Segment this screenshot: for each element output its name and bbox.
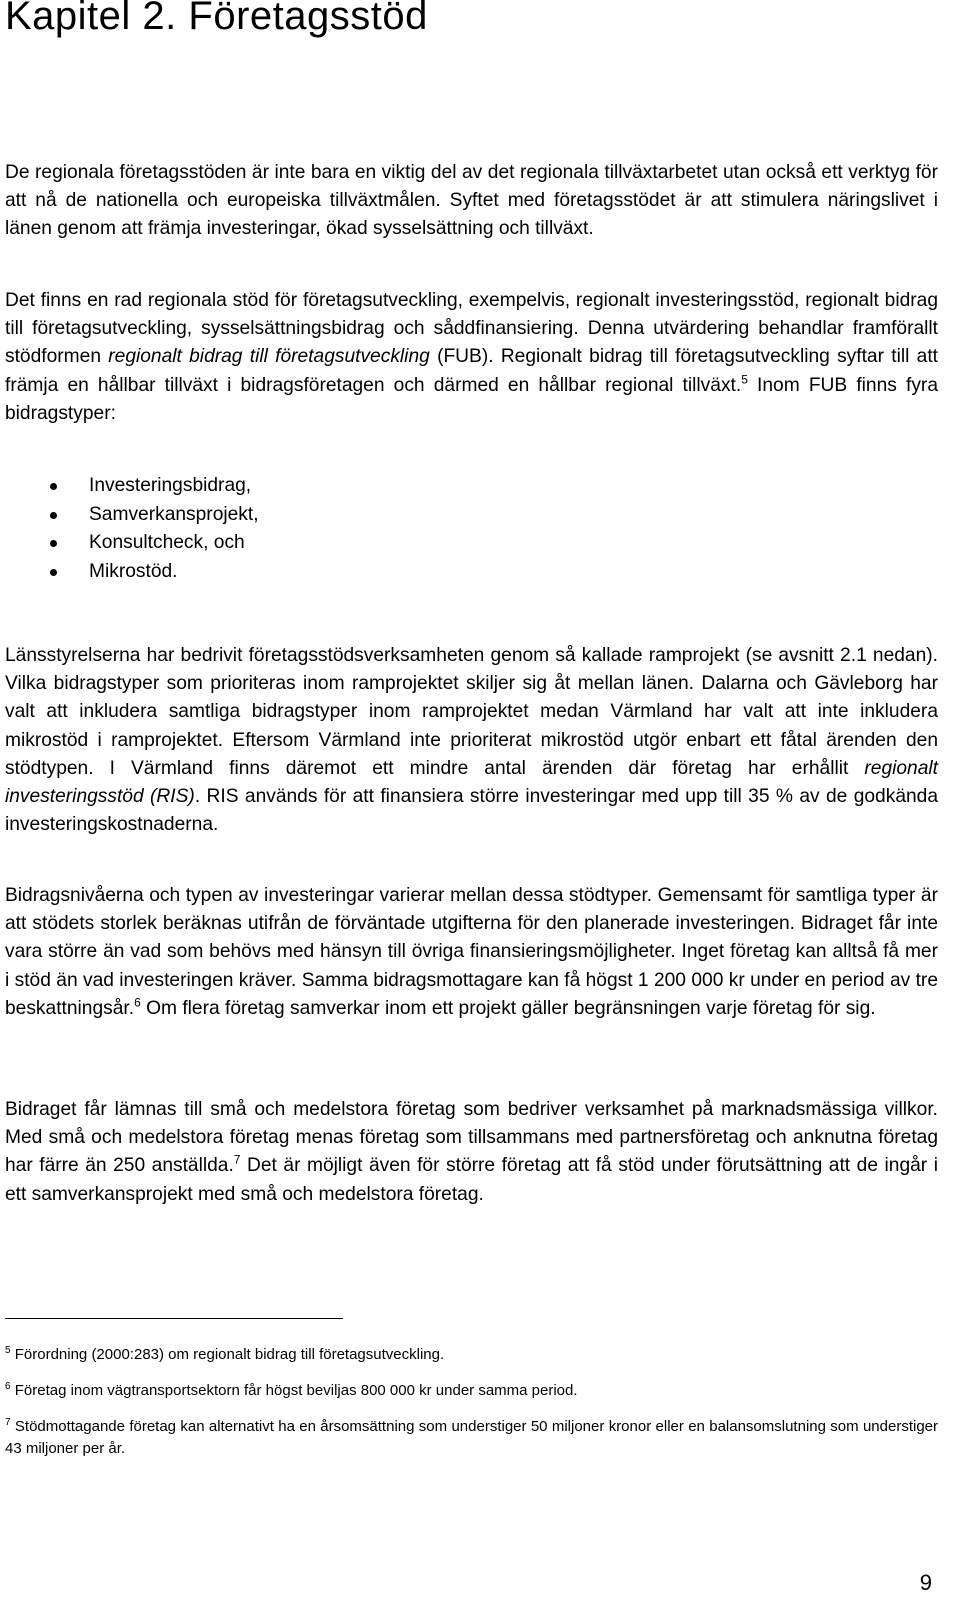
- text-run: Bidragsnivåerna och typen av investeringar varierar mellan dessa stödtyper. Gemensamt för samtliga typer är att stödets storlek beräknas utifrån de förväntade utgifterna för den planerade investeringen. Bidraget får inte vara större än vad som behövs med hänsyn till övriga finansieringsmöjligheter. Inget företag kan alltså få mer i stöd än vad investeringen kräver. Samma bidragsmottagare kan få högst 1 200 000 kr under en period av tre beskattningsår.: [5, 885, 938, 1019]
- bullet-icon: [50, 540, 57, 547]
- paragraph-bidragsnivaer: [5, 882, 938, 1023]
- list-item-text: Mikrostöd.: [89, 560, 178, 582]
- paragraph-ramprojekt: [5, 642, 938, 839]
- footnote-number: 7: [5, 1417, 11, 1428]
- paragraph-eligibility: [5, 1096, 938, 1209]
- footnote: [5, 1416, 938, 1460]
- footnote-text: Stödmottagande företag kan alternativt ha en årsomsättning som understiger 50 miljoner kronor eller en balansomslutning som understiger 43 miljoner per år.: [5, 1418, 939, 1457]
- footnote-number: 5: [5, 1345, 11, 1356]
- footnote-text: Förordning (2000:283) om regionalt bidrag till företagsutveckling.: [14, 1346, 445, 1363]
- footnote-text: Företag inom vägtransportsektorn får högst beviljas 800 000 kr under samma period.: [14, 1382, 578, 1399]
- footnote: [5, 1344, 938, 1366]
- bullet-list: [5, 472, 259, 586]
- chapter-heading: Kapitel 2. Företagsstöd: [5, 0, 428, 38]
- document-page: [5, 0, 938, 1602]
- list-item-text: Konsultcheck, och: [89, 532, 245, 553]
- text-run: Det finns en rad regionala stöd för företagsutveckling, exempelvis, regionalt investeringsstöd, regionalt bidrag till företagsutveckling, sysselsättningsbidrag och såddfinansiering. Denna utvärdering behandlar framförallt stödformen: [5, 290, 938, 368]
- text-run: . RIS används för att finansiera större investeringar med upp till 35 % av de godkända investeringskostnaderna.: [5, 786, 939, 836]
- paragraph-intro: De regionala företagsstöden är inte bara en viktig del av det regionala tillväxtarbetet utan också ett verktyg för att nå de nationella och europeiska tillväxtmålen. Syftet med företagsstödet är att stimulera näringslivet i länen genom att främja investeringar, ökad sysselsättning och tillväxt.: [5, 162, 938, 240]
- text-run: (FUB). Regionalt bidrag till företagsutveckling syftar till att främja en hållbar tillväxt i bidragsföretagen och därmed en hållbar regional tillväxt.: [5, 346, 938, 396]
- footnote: [5, 1380, 938, 1402]
- text-run: Inom FUB finns fyra bidragstyper:: [5, 374, 938, 424]
- footnote-ref: 5: [741, 372, 748, 387]
- footnote-ref: 6: [134, 995, 141, 1010]
- text-run: Bidraget får lämnas till små och medelstora företag som bedriver verksamhet på marknadsmässiga villkor. Med små och medelstora företag menas företag som tillsammans med partnersföretag och anknutna företag har färre än 250 anställda.: [5, 1099, 938, 1177]
- list-item: [5, 558, 259, 587]
- footnote-ref: 7: [233, 1153, 241, 1168]
- text-run: Det är möjligt även för större företag att få stöd under förutsättning att de ingår i ett samverkansprojekt med små och medelstora företag.: [5, 1155, 938, 1205]
- list-item-text: Samverkansprojekt,: [89, 503, 259, 525]
- bullet-icon: [50, 569, 57, 576]
- footnote-divider: [5, 1318, 343, 1319]
- paragraph-support-types: [5, 287, 938, 428]
- list-item: [5, 529, 259, 558]
- footnote-number: 6: [5, 1381, 11, 1392]
- list-item: [5, 501, 259, 530]
- italic-term: regionalt bidrag till företagsutveckling: [108, 346, 430, 368]
- list-item-text: Investeringsbidrag,: [89, 475, 252, 496]
- italic-term: regionalt investeringsstöd (RIS): [5, 757, 938, 808]
- bullet-icon: [50, 512, 57, 519]
- bullet-icon: [50, 483, 57, 490]
- list-item: [5, 472, 259, 501]
- text-run: Om flera företag samverkar inom ett projekt gäller begränsningen varje företag för sig.: [140, 997, 876, 1019]
- text-run: Länsstyrelserna har bedrivit företagsstödsverksamheten genom så kallade ramprojekt (se avsnitt 2.1 nedan). Vilka bidragstyper som prioriteras inom ramprojektet skiljer sig åt mellan länen. Dalarna och Gävleborg har valt att inkludera samtliga bidragstyper inom ramprojektet medan Värmland har valt att inte inkludera mikrostöd i ramprojektet. Eftersom Värmland inte prioriterat mikrostöd utgör enbart ett fåtal ärenden den stödtypen. I Värmland finns däremot ett mindre antal ärenden där företag har erhållit: [5, 645, 938, 779]
- page-number: 9: [919, 1570, 932, 1595]
